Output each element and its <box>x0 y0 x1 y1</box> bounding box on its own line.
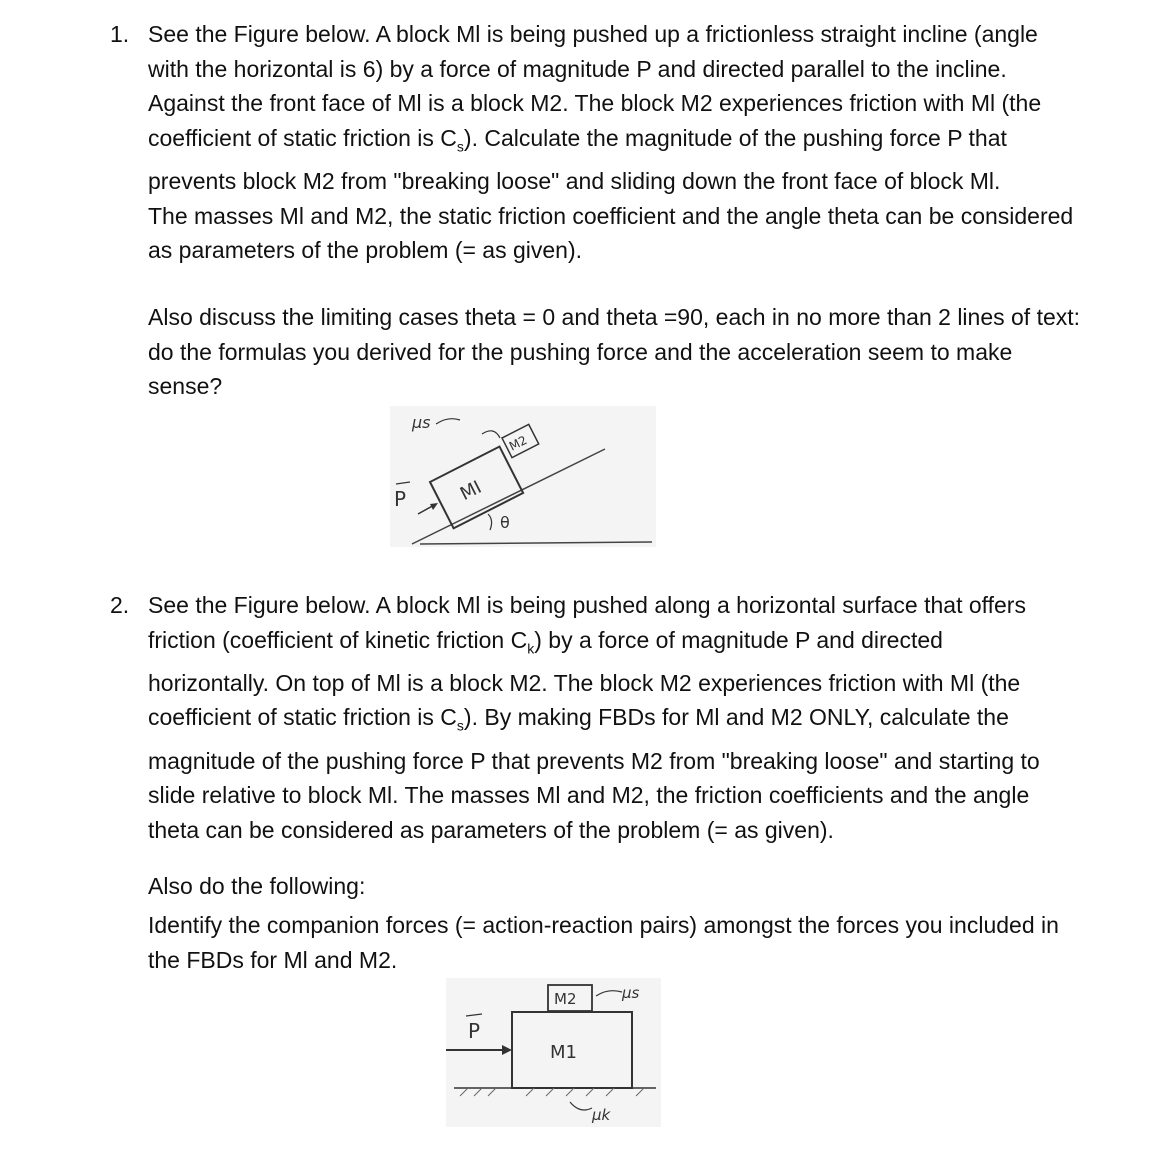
figure-2-label-muk: μk <box>592 1106 611 1124</box>
question-2-also: Also do the following: <box>148 873 366 899</box>
figure-2-label-m2: M2 <box>554 990 577 1008</box>
figure-1-incline <box>390 406 656 547</box>
figure-1-label-m1: MI <box>456 476 485 505</box>
question-1-discuss: Also discuss the limiting cases theta = 0 and theta =90, each in no more than 2 lines of text: do the formulas you derived for the pushing force and the acceleration seem to make sense? <box>148 304 1081 400</box>
question-1-text: See the Figure below. A block Ml is being pushed up a frictionless straight incline (angle with the horizontal is 6) by a force of magnitude P and directed parallel to the incline. Against the front face of Ml is a block M2. The block M2 experiences friction with Ml (the coefficient of static friction is $C_s$). Calculate the magnitude of the pushing force P that prevents block M2 from "breaking loose" and sliding down the front face of block Ml. The masses Ml and M2, the static friction coefficient and the angle theta can be considered as parameters of the problem (= as given). <box>148 21 1074 264</box>
figure-2-arrowhead <box>502 1045 512 1055</box>
question-2-number: 2. <box>110 592 130 618</box>
figure-2-horizontal <box>446 978 661 1127</box>
figure-2-label-p: P <box>468 1019 481 1043</box>
question-2-identify: Identify the companion forces (= action-reaction pairs) amongst the forces you included in the FBDs for Ml and M2. <box>148 912 1059 973</box>
figure-1-label-m2: M2 <box>506 432 530 454</box>
figure-2-label-m1: M1 <box>550 1042 577 1063</box>
question-2-text: See the Figure below. A block Ml is being pushed along a horizontal surface that offers friction (coefficient of kinetic friction $C_k$) by a force of magnitude P and directed horizontally. On top of Ml is a block M2. The block M2 experiences friction with Ml (the coefficient of static friction is $C_s$). By making FBDs for Ml and M2 ONLY, calculate the magnitude of the pushing force P that prevents M2 from "breaking loose" and starting to slide relative to block Ml. The masses Ml and M2, the friction coefficients and the angle theta can be considered as parameters of the problem (= as given). <box>148 592 1040 843</box>
figure-1-label-theta: θ <box>500 513 510 532</box>
figure-1-label-mu: μs <box>412 413 431 432</box>
question-1-number: 1. <box>110 21 130 47</box>
figure-2-label-mus: μs <box>622 984 640 1002</box>
figure-1-label-p: P <box>394 487 407 511</box>
